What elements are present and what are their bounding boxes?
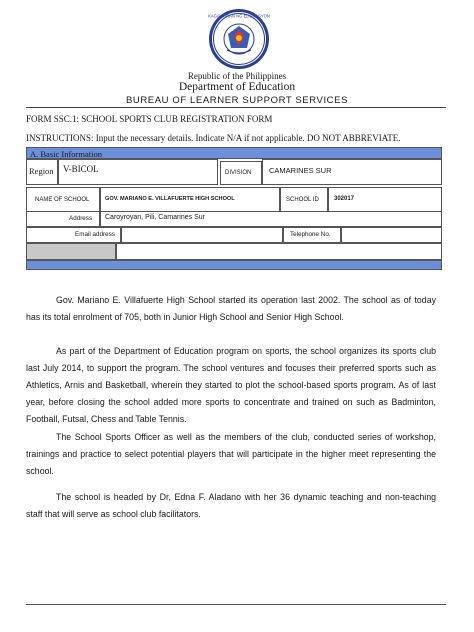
blank-field[interactable] bbox=[116, 243, 442, 260]
address-field[interactable] bbox=[100, 211, 442, 227]
telephone-label-cell bbox=[283, 227, 341, 243]
school-name-label: NAME OF SCHOOL bbox=[35, 197, 90, 203]
email-field[interactable] bbox=[121, 227, 283, 243]
republic-line: Republic of the Philippines bbox=[187, 71, 287, 81]
form-title: FORM SSC.1: SCHOOL SPORTS CLUB REGISTRATION FORM bbox=[26, 114, 273, 124]
form-instructions: INSTRUCTIONS: Input the necessary details. Indicate N/A if not applicable. DO NOT ABBREVIATE. bbox=[26, 133, 401, 143]
address-label-cell bbox=[26, 211, 100, 227]
header-divider bbox=[26, 107, 446, 108]
paragraph-1: Gov. Mariano E. Villafuerte High School started its operation last 2002. The school as of today has its total enrolment of 705, both in Junior High School and Senior High School. bbox=[26, 295, 436, 323]
deped-seal-logo bbox=[208, 8, 270, 70]
address-label: Address bbox=[69, 215, 93, 222]
email-label-cell bbox=[26, 227, 121, 243]
telephone-field[interactable] bbox=[341, 227, 442, 243]
paragraph-2: As part of the Department of Education program on sports, the school organizes its sports club last July 2014, to support the program. The school ventures and focuses their preferred sports such as Athletics, Arnis and Basketball, wherein they started to plot the school-based sports program. As of last year, before closing the school added more sports to concentrate and trained on such as Badminton, Football, Futsal, Chess and Table Tennis. bbox=[26, 346, 436, 425]
division-field[interactable] bbox=[262, 159, 442, 185]
division-value: CAMARINES SUR bbox=[269, 166, 332, 175]
basic-information-table bbox=[26, 147, 442, 272]
email-label: Email address bbox=[75, 231, 115, 238]
footer-divider bbox=[26, 604, 446, 605]
region-label-cell bbox=[26, 159, 58, 185]
telephone-label: Telephone No. bbox=[290, 231, 331, 238]
region-value: V-BICOL bbox=[63, 164, 99, 174]
paragraph-3: The School Sports Officer as well as the members of the club, conducted series of workshop, trainings and practice to select potential players that will participate in the higher meet representing the school. bbox=[26, 432, 436, 477]
school-name-field[interactable] bbox=[100, 187, 280, 213]
school-id-label-cell bbox=[280, 187, 328, 213]
school-id-value: 302017 bbox=[334, 196, 355, 202]
division-label-cell bbox=[220, 161, 262, 185]
division-label: DIVISION bbox=[225, 170, 252, 176]
school-id-field[interactable] bbox=[328, 187, 442, 213]
blank-grey-cell bbox=[26, 243, 116, 260]
region-label: Region bbox=[29, 166, 54, 176]
section-header bbox=[26, 147, 442, 159]
bureau-title: BUREAU OF LEARNER SUPPORT SERVICES bbox=[125, 95, 349, 106]
region-field[interactable] bbox=[58, 159, 218, 185]
school-name-label-cell bbox=[26, 187, 100, 213]
section-title: A. Basic Information bbox=[30, 149, 102, 159]
paragraph-4: The school is headed by Dr, Edna F. Aladano with her 36 dynamic teaching and non-teaching staff that will serve as school club facilitators. bbox=[26, 492, 436, 520]
department-title: Department of Education bbox=[178, 81, 296, 93]
school-name-value: GOV. MARIANO E. VILLAFUERTE HIGH SCHOOL bbox=[105, 196, 235, 202]
section-footer-bar bbox=[26, 260, 442, 270]
address-value: Caroyroyan, Pili, Camarines Sur bbox=[105, 214, 205, 221]
svg-text:KAGAWARAN NG EDUKASYON: KAGAWARAN NG EDUKASYON bbox=[208, 13, 270, 19]
school-id-label: SCHOOL ID bbox=[286, 197, 319, 203]
